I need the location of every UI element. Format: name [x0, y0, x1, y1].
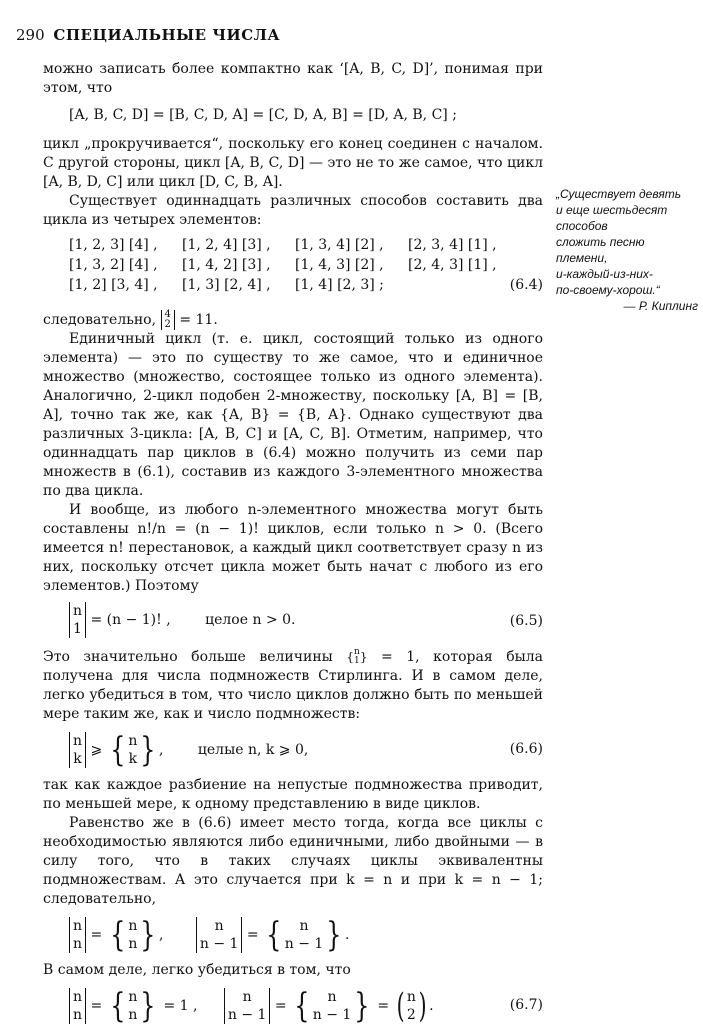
equation-number: (6.4) [509, 277, 543, 293]
paragraph-4: следовательно, 4 2 = 11. [43, 309, 218, 330]
cycle-pair: [1, 3, 4] [2] , [295, 237, 384, 253]
stirling-cycle-number: n 1 [69, 602, 86, 638]
stirling-subset-number: n 1 [354, 647, 360, 666]
margin-note: „Существует девять и еще шестьдесят способов сложить песню племени, и-каждый-из-них- по-своему-хорош.“ — Р. Киплинг [556, 186, 703, 314]
equation-6-7: n n = { n n } = 1 , n n − 1 = { n n − 1 } = ( n 2 ) . (6.7) [43, 984, 543, 1028]
cycle-pair: [1, 4, 2] [3] , [182, 257, 271, 273]
equation-6-5: n 1 = (n − 1)! , целое n > 0. (6.5) [43, 600, 543, 644]
chapter-title: СПЕЦИАЛЬНЫЕ ЧИСЛА [53, 26, 281, 44]
cycle-pair: [1, 2, 4] [3] , [182, 237, 271, 253]
equation-number: (6.7) [509, 997, 543, 1013]
paragraph-9: Равенство же в (6.6) имеет место тогда, когда все циклы с необходимостью являются либо единичными, либо двойными — в силу того, что в таких случаях циклы эквивалентны подмножествам. А это случается при k = n и при k = n − 1; следовательно, [43, 815, 543, 907]
running-header [16, 26, 280, 44]
main-text [43, 60, 543, 1032]
equation-6-4 [43, 236, 543, 306]
cycle-pair: [1, 3] [2, 4] , [182, 277, 271, 293]
quote-author: — Р. Киплинг [623, 299, 698, 313]
paragraph-1: можно записать более компактно как ‘[A, B, C, D]’, понимая при этом, что [43, 61, 543, 96]
cycle-pair: [1, 4, 3] [2] , [295, 257, 384, 273]
paragraph-8: так как каждое разбиение на непустые подмножества приводит, по меньшей мере, к одному представлению в виде циклов. [43, 777, 543, 812]
stirling-cycle-number: 4 2 [161, 310, 175, 330]
page-number: 290 [16, 26, 45, 44]
equation-diagonal: n n = { n n } , n n − 1 = { n n − 1 } . [43, 913, 543, 957]
cycle-pair: [1, 2, 3] [4] , [69, 237, 158, 253]
cycle-pair: [2, 4, 3] [1] , [408, 257, 497, 273]
paragraph-6: И вообще, из любого n-элементного множества могут быть составлены n!/n = (n − 1)! циклов, если только n > 0. (Всего имеется n! перестановок, а каждый цикл соответствует сразу n из них, поскольку отсчет цикла может быть начат с любого из его элементов.) Поэтому [43, 502, 543, 594]
cycle-pair: [1, 2] [3, 4] , [69, 277, 158, 293]
cycle-pair: [1, 3, 2] [4] , [69, 257, 158, 273]
paragraph-2: цикл „прокручивается“, поскольку его конец соединен с началом. С другой стороны, цикл [A, B, C, D] — это не то же самое, что цикл [A, B, D, C] или цикл [D, C, B, A]. [43, 136, 543, 190]
cycle-pair: [2, 3, 4] [1] , [408, 237, 497, 253]
equation-cycle-rotation: [A, B, C, D] = [B, C, D, A] = [C, D, A, B] = [D, A, B, C] ; [69, 107, 457, 123]
stirling-subset-number: n k [128, 733, 138, 767]
cycle-pair: [1, 4] [2, 3] ; [295, 277, 384, 293]
equation-6-6: n k ⩾ { n k } , целые n, k ⩾ 0, (6.6) [43, 728, 543, 772]
paragraph-10: В самом деле, легко убедиться в том, что [43, 962, 351, 978]
equation-number: (6.5) [509, 613, 543, 629]
paragraph-5: Единичный цикл (т. е. цикл, состоящий только из одного элемента) — это по существу то же самое, что и единичное множество (множество, состоящее только из одного элемента). Аналогично, 2-цикл подобен 2-множеству, поскольку [A, B] = [B, A], точно так же, как {A, B} = {B, A}. Однако существуют два различных 3-цикла: [A, B, C] и [A, C, B]. Отметим, например, что одиннадцать пар циклов в (6.4) можно получить из семи пар множеств в (6.1), составив из каждого 3-элементного множества по два цикла. [43, 331, 543, 499]
equation-number: (6.6) [509, 741, 543, 757]
stirling-cycle-number: n k [69, 732, 86, 768]
paragraph-7: Это значительно больше величины { n 1 } = 1, которая была получена для числа подмножеств Стирлинга. И в самом деле, легко убедиться в том, что число циклов должно быть по меньшей мере таким же, как и число подмножеств: [43, 647, 544, 722]
paragraph-3: Существует одиннадцать различных способов составить два цикла из четырех элементов: [43, 193, 543, 228]
